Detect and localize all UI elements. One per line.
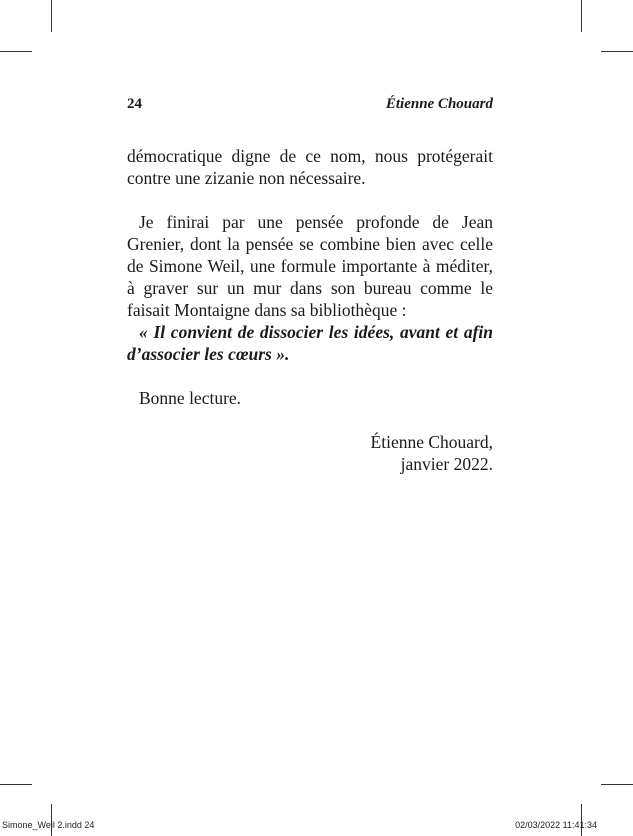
crop-mark-right-bottom <box>601 784 633 785</box>
crop-mark-right-top <box>601 51 633 52</box>
quote-text: Il convient de dissocier les idées, avant et afin d’associer les cœurs <box>127 322 493 364</box>
quotation <box>127 321 493 365</box>
page-number: 24 <box>127 96 142 112</box>
crop-mark-left-bottom <box>0 784 32 785</box>
signature-name: Étienne Chouard, <box>370 432 493 452</box>
quote-open: « <box>139 322 154 342</box>
paragraph-2: Je finirai par une pensée profonde de Jean Grenier, dont la pensée se combine bien avec celle de Simone Weil, une formule importante à méditer, à graver sur un mur dans son bureau comme le faisait Montaigne dans sa bibliothèque : <box>127 212 493 320</box>
crop-mark-left-top <box>0 51 32 52</box>
page-header <box>127 96 493 116</box>
crop-mark-top-right <box>581 0 582 32</box>
footer-file-name: Simone_Weil 2.indd 24 <box>2 820 95 830</box>
page-body <box>127 145 493 475</box>
footer-timestamp: 02/03/2022 11:41:34 <box>515 820 597 830</box>
paragraph-1: démocratique digne de ce nom, nous protégerait contre une zizanie non nécessaire. <box>127 146 493 188</box>
paragraph-3: Bonne lecture. <box>139 388 242 408</box>
quote-close: ». <box>271 344 290 364</box>
signature-date: janvier 2022. <box>400 454 493 474</box>
crop-mark-top-left <box>51 0 52 32</box>
running-head: Étienne Chouard <box>385 96 493 112</box>
signature <box>127 431 493 475</box>
